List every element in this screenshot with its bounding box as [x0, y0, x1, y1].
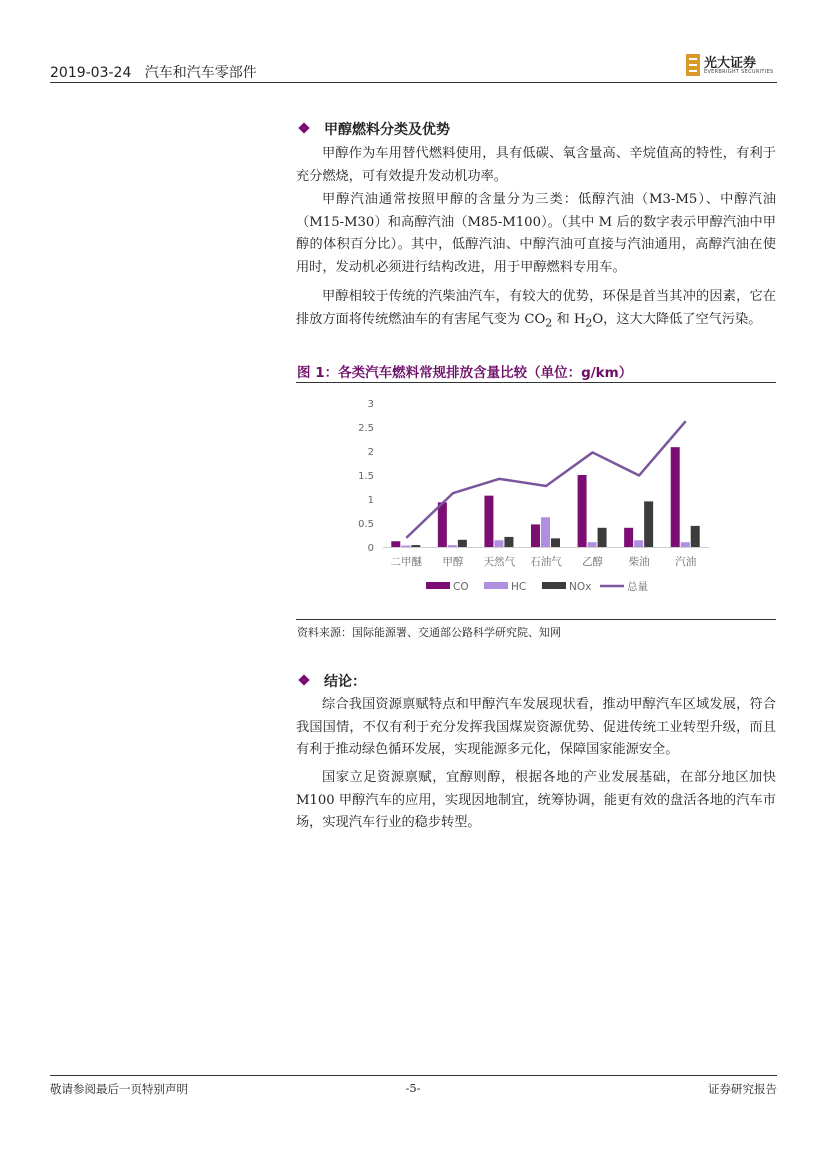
bar-HC-3 [541, 517, 550, 547]
legend-swatch-CO [426, 582, 450, 589]
page-number: -5- [405, 1081, 421, 1095]
bar-HC-0 [401, 546, 410, 547]
bar-CO-3 [531, 524, 540, 547]
bar-CO-5 [624, 528, 633, 547]
bar-NOx-1 [458, 540, 467, 547]
section-heading-text: 结论： [324, 674, 366, 690]
conclusion-paragraph-1: 综合我国资源禀赋特点和甲醇汽车发展现状看，推动甲醇汽车区域发展，符合我国国情，不仅有利于充分发挥我国煤炭资源优势、促进传统工业转型升级，而且有利于推动绿色循环发展，实现能源多元化，保障国家能源安全。 [296, 697, 776, 757]
report-section: 汽车和汽车零部件 [144, 65, 257, 81]
y-tick-label: 2 [367, 447, 374, 458]
legend-label: CO [453, 581, 469, 593]
bar-NOx-4 [598, 528, 607, 547]
y-tick-label: 0.5 [358, 519, 374, 530]
legend-label: HC [511, 581, 527, 593]
x-tick-label: 甲醇 [442, 556, 464, 568]
bar-HC-6 [681, 542, 690, 547]
bar-NOx-0 [411, 545, 420, 547]
header-title [50, 62, 257, 82]
conclusion-paragraph-2: 国家立足资源禀赋，宜醇则醇，根据各地的产业发展基础，在部分地区加快 M100 甲醇汽车的应用，实现因地制宜，统筹协调，能更有效的盘活各地的汽车市场，实现汽车行业的稳步转型。 [296, 770, 776, 830]
bar-HC-4 [588, 542, 597, 547]
diamond-bullet-icon [298, 674, 309, 685]
paragraph-2: 甲醇汽油通常按照甲醇的含量分为三类：低醇汽油（M3-M5）、中醇汽油（M15-M30）和高醇汽油（M85-M100）。（其中 M 后的数字表示甲醇汽油中甲醇的体积百分比）。其中，低醇汽油、中醇汽油可直接与汽油通用，高醇汽油在使用时，发动机必须进行结构改进，用于甲醇燃料专用车。 [296, 192, 776, 275]
logo-mark-icon [686, 54, 700, 76]
paragraph-3 [296, 286, 776, 335]
legend-swatch-NOx [542, 582, 566, 589]
footer-divider [50, 1075, 777, 1076]
emissions-chart [296, 384, 776, 616]
x-tick-label: 二甲醚 [390, 556, 423, 568]
bar-CO-1 [438, 502, 447, 547]
figure-title: 图 1：各类汽车燃料常规排放含量比较（单位：g/km） [297, 365, 633, 381]
diamond-bullet-icon [298, 122, 309, 133]
logo-name: 光大证券 [704, 56, 757, 71]
bar-CO-4 [578, 475, 587, 547]
section-heading-conclusion [300, 671, 366, 691]
figure-top-rule [296, 382, 776, 383]
bar-NOx-3 [551, 538, 560, 547]
legend-swatch-HC [484, 582, 508, 589]
footer-disclaimer: 敬请参阅最后一页特别声明 [50, 1082, 188, 1096]
header-divider [50, 82, 777, 83]
subscript-2-a: 2 [545, 316, 553, 330]
y-tick-label: 1 [367, 495, 374, 506]
x-tick-label: 乙醇 [582, 556, 604, 568]
figure-source: 资料来源：国际能源署、交通部公路科学研究院、知网 [297, 626, 561, 639]
bar-CO-6 [671, 447, 680, 547]
bar-HC-1 [448, 545, 457, 547]
paragraph-3-part-a: 甲醇相较于传统的汽柴油汽车，有较大的优势，环保是首当其冲的因素，它在排放方面将传统燃油车的有害尾气变为 CO [296, 289, 776, 327]
y-tick-label: 3 [367, 399, 374, 410]
bar-CO-0 [391, 541, 400, 547]
bar-NOx-2 [504, 537, 513, 547]
section-heading-methanol [300, 119, 450, 139]
paragraph-1: 甲醇作为车用替代燃料使用，具有低碳、氧含量高、辛烷值高的特性，有利于充分燃烧，可有效提升发动机功率。 [296, 146, 776, 184]
legend-label: NOx [569, 581, 592, 593]
y-tick-label: 0 [367, 543, 374, 554]
figure-bottom-rule [296, 619, 776, 620]
bar-HC-5 [634, 540, 643, 547]
bar-NOx-5 [644, 501, 653, 547]
x-tick-label: 天然气 [483, 556, 516, 568]
x-tick-label: 石油气 [530, 556, 562, 568]
paragraph-3-part-c: O，这大大降低了空气污染。 [592, 311, 762, 327]
bar-CO-2 [484, 496, 493, 547]
bar-NOx-6 [691, 526, 700, 547]
section-heading-text: 甲醇燃料分类及优势 [324, 122, 450, 138]
subscript-2-b: 2 [585, 316, 593, 330]
legend-label: 总量 [627, 581, 648, 593]
y-tick-label: 1.5 [358, 471, 374, 482]
company-logo [686, 52, 776, 78]
x-tick-label: 柴油 [628, 556, 650, 568]
y-tick-label: 2.5 [358, 423, 374, 434]
paragraph-3-part-b: 和 H [552, 311, 586, 327]
x-tick-label: 汽油 [675, 556, 697, 568]
logo-subtitle: EVERBRIGHT SECURITIES [704, 69, 774, 75]
bar-HC-2 [494, 540, 503, 547]
footer-report-type: 证券研究报告 [708, 1082, 777, 1096]
report-date: 2019-03-24 [50, 65, 132, 81]
